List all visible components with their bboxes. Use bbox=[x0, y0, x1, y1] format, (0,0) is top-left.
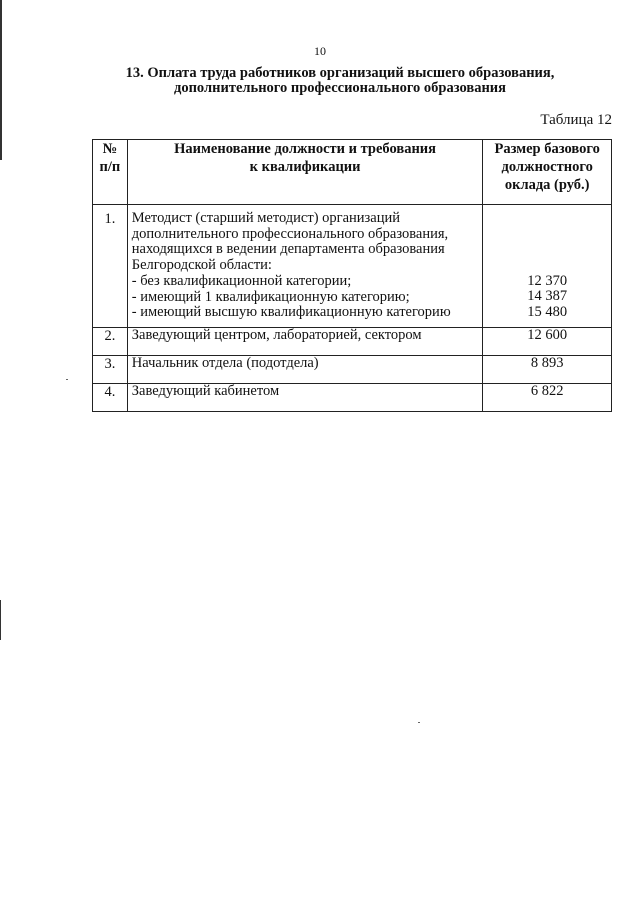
row-position: Методист (старший методист) организаций дополнительного профессионального образования, находящихся в ведении департамента образования Белгородской области: - без квалификационной категории; - имеющий 1 квалификационную категорию; - имеющий высшую квалификационную категорию bbox=[127, 205, 483, 328]
table-row bbox=[93, 355, 612, 383]
row-number: 3. bbox=[93, 355, 128, 383]
row-number: 2. bbox=[93, 327, 128, 355]
row-salary: 6 822 bbox=[483, 383, 612, 411]
row-salary: 12 600 bbox=[483, 327, 612, 355]
section-title-line: дополнительного профессионального образования bbox=[173, 80, 506, 96]
scan-edge-mark bbox=[0, 0, 2, 160]
row-salary: 8 893 bbox=[483, 355, 612, 383]
scan-speck bbox=[66, 379, 68, 380]
scan-edge-mark bbox=[0, 600, 1, 640]
row-number: 1. bbox=[93, 205, 128, 328]
table-caption: Таблица 12 bbox=[540, 112, 612, 128]
row-position: Начальник отдела (подотдела) bbox=[127, 355, 483, 383]
row-position: Заведующий центром, лабораторией, сектором bbox=[127, 327, 483, 355]
table-row bbox=[93, 327, 612, 355]
row-position: Заведующий кабинетом bbox=[127, 383, 483, 411]
row-salary: 12 370 14 387 15 480 bbox=[483, 205, 612, 328]
header-position: Наименование должности и требования к квалификации bbox=[127, 140, 483, 205]
table-row bbox=[93, 205, 612, 328]
section-title bbox=[70, 66, 610, 96]
header-salary: Размер базового должностного оклада (руб.) bbox=[483, 140, 612, 205]
scan-speck bbox=[418, 722, 420, 723]
table-header-row bbox=[93, 140, 612, 205]
section-title-line: 13. Оплата труда работников организаций высшего образования, bbox=[125, 65, 555, 81]
table-row bbox=[93, 383, 612, 411]
page-number: 10 bbox=[314, 44, 326, 58]
salary-table bbox=[92, 139, 612, 412]
header-number: № п/п bbox=[93, 140, 128, 205]
row-number: 4. bbox=[93, 383, 128, 411]
